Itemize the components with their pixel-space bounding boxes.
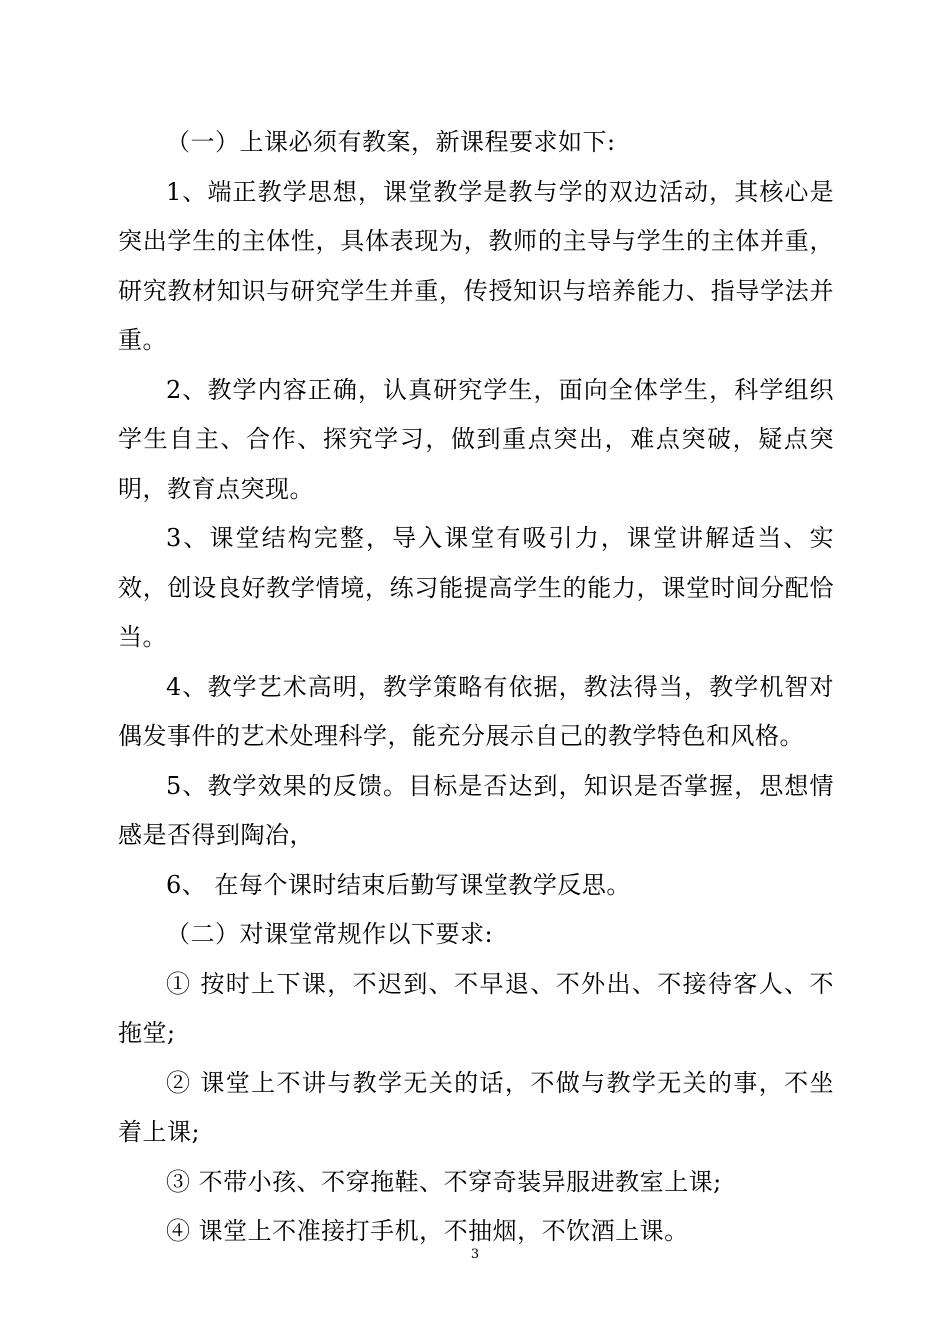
paragraph-item-6: 6、 在每个课时结束后勤写课堂教学反思。 — [166, 870, 631, 899]
paragraph-item-1: 1、端正教学思想，课堂教学是教与学的双边活动，其核心是突出学生的主体性，具体表现为，教师的主导与学生的主体并重，研究教材知识与研究学生并重，传授知识与培养能力、指导学法并重。 — [118, 177, 834, 354]
rule-item-4: ④ 课堂上不准接打手机，不抽烟，不饮酒上课。 — [166, 1217, 689, 1245]
rule-item-3: ③ 不带小孩、不穿拖鞋、不穿奇装异服进教室上课; — [166, 1167, 722, 1196]
paragraph-item-3: 3、课堂结构完整，导入课堂有吸引力，课堂讲解适当、实效，创设良好教学情境，练习能提高学生的能力，课堂时间分配恰当。 — [118, 524, 834, 651]
section-heading-2: （二）对课堂常规作以下要求: — [166, 920, 494, 948]
rule-item-1: ① 按时上下课，不迟到、不早退、不外出、不接待客人、不拖堂; — [118, 969, 834, 1047]
document-body — [118, 118, 834, 1257]
section-heading-1: （一）上课必须有教案，新课程要求如下: — [166, 128, 616, 156]
paragraph-item-2: 2、教学内容正确，认真研究学生，面向全体学生，科学组织学生自主、合作、探究学习，做到重点突出，难点突破，疑点突明，教育点突现。 — [118, 375, 834, 503]
paragraph-item-5: 5、教学效果的反馈。目标是否达到，知识是否掌握，思想情感是否得到陶冶， — [118, 771, 834, 849]
page-number: 3 — [470, 1247, 480, 1262]
paragraph-item-4: 4、教学艺术高明，教学策略有依据，教法得当，教学机智对偶发事件的艺术处理科学，能充分展示自己的教学特色和风格。 — [118, 672, 834, 750]
rule-item-2: ② 课堂上不讲与教学无关的话，不做与教学无关的事，不坐着上课; — [118, 1068, 834, 1146]
